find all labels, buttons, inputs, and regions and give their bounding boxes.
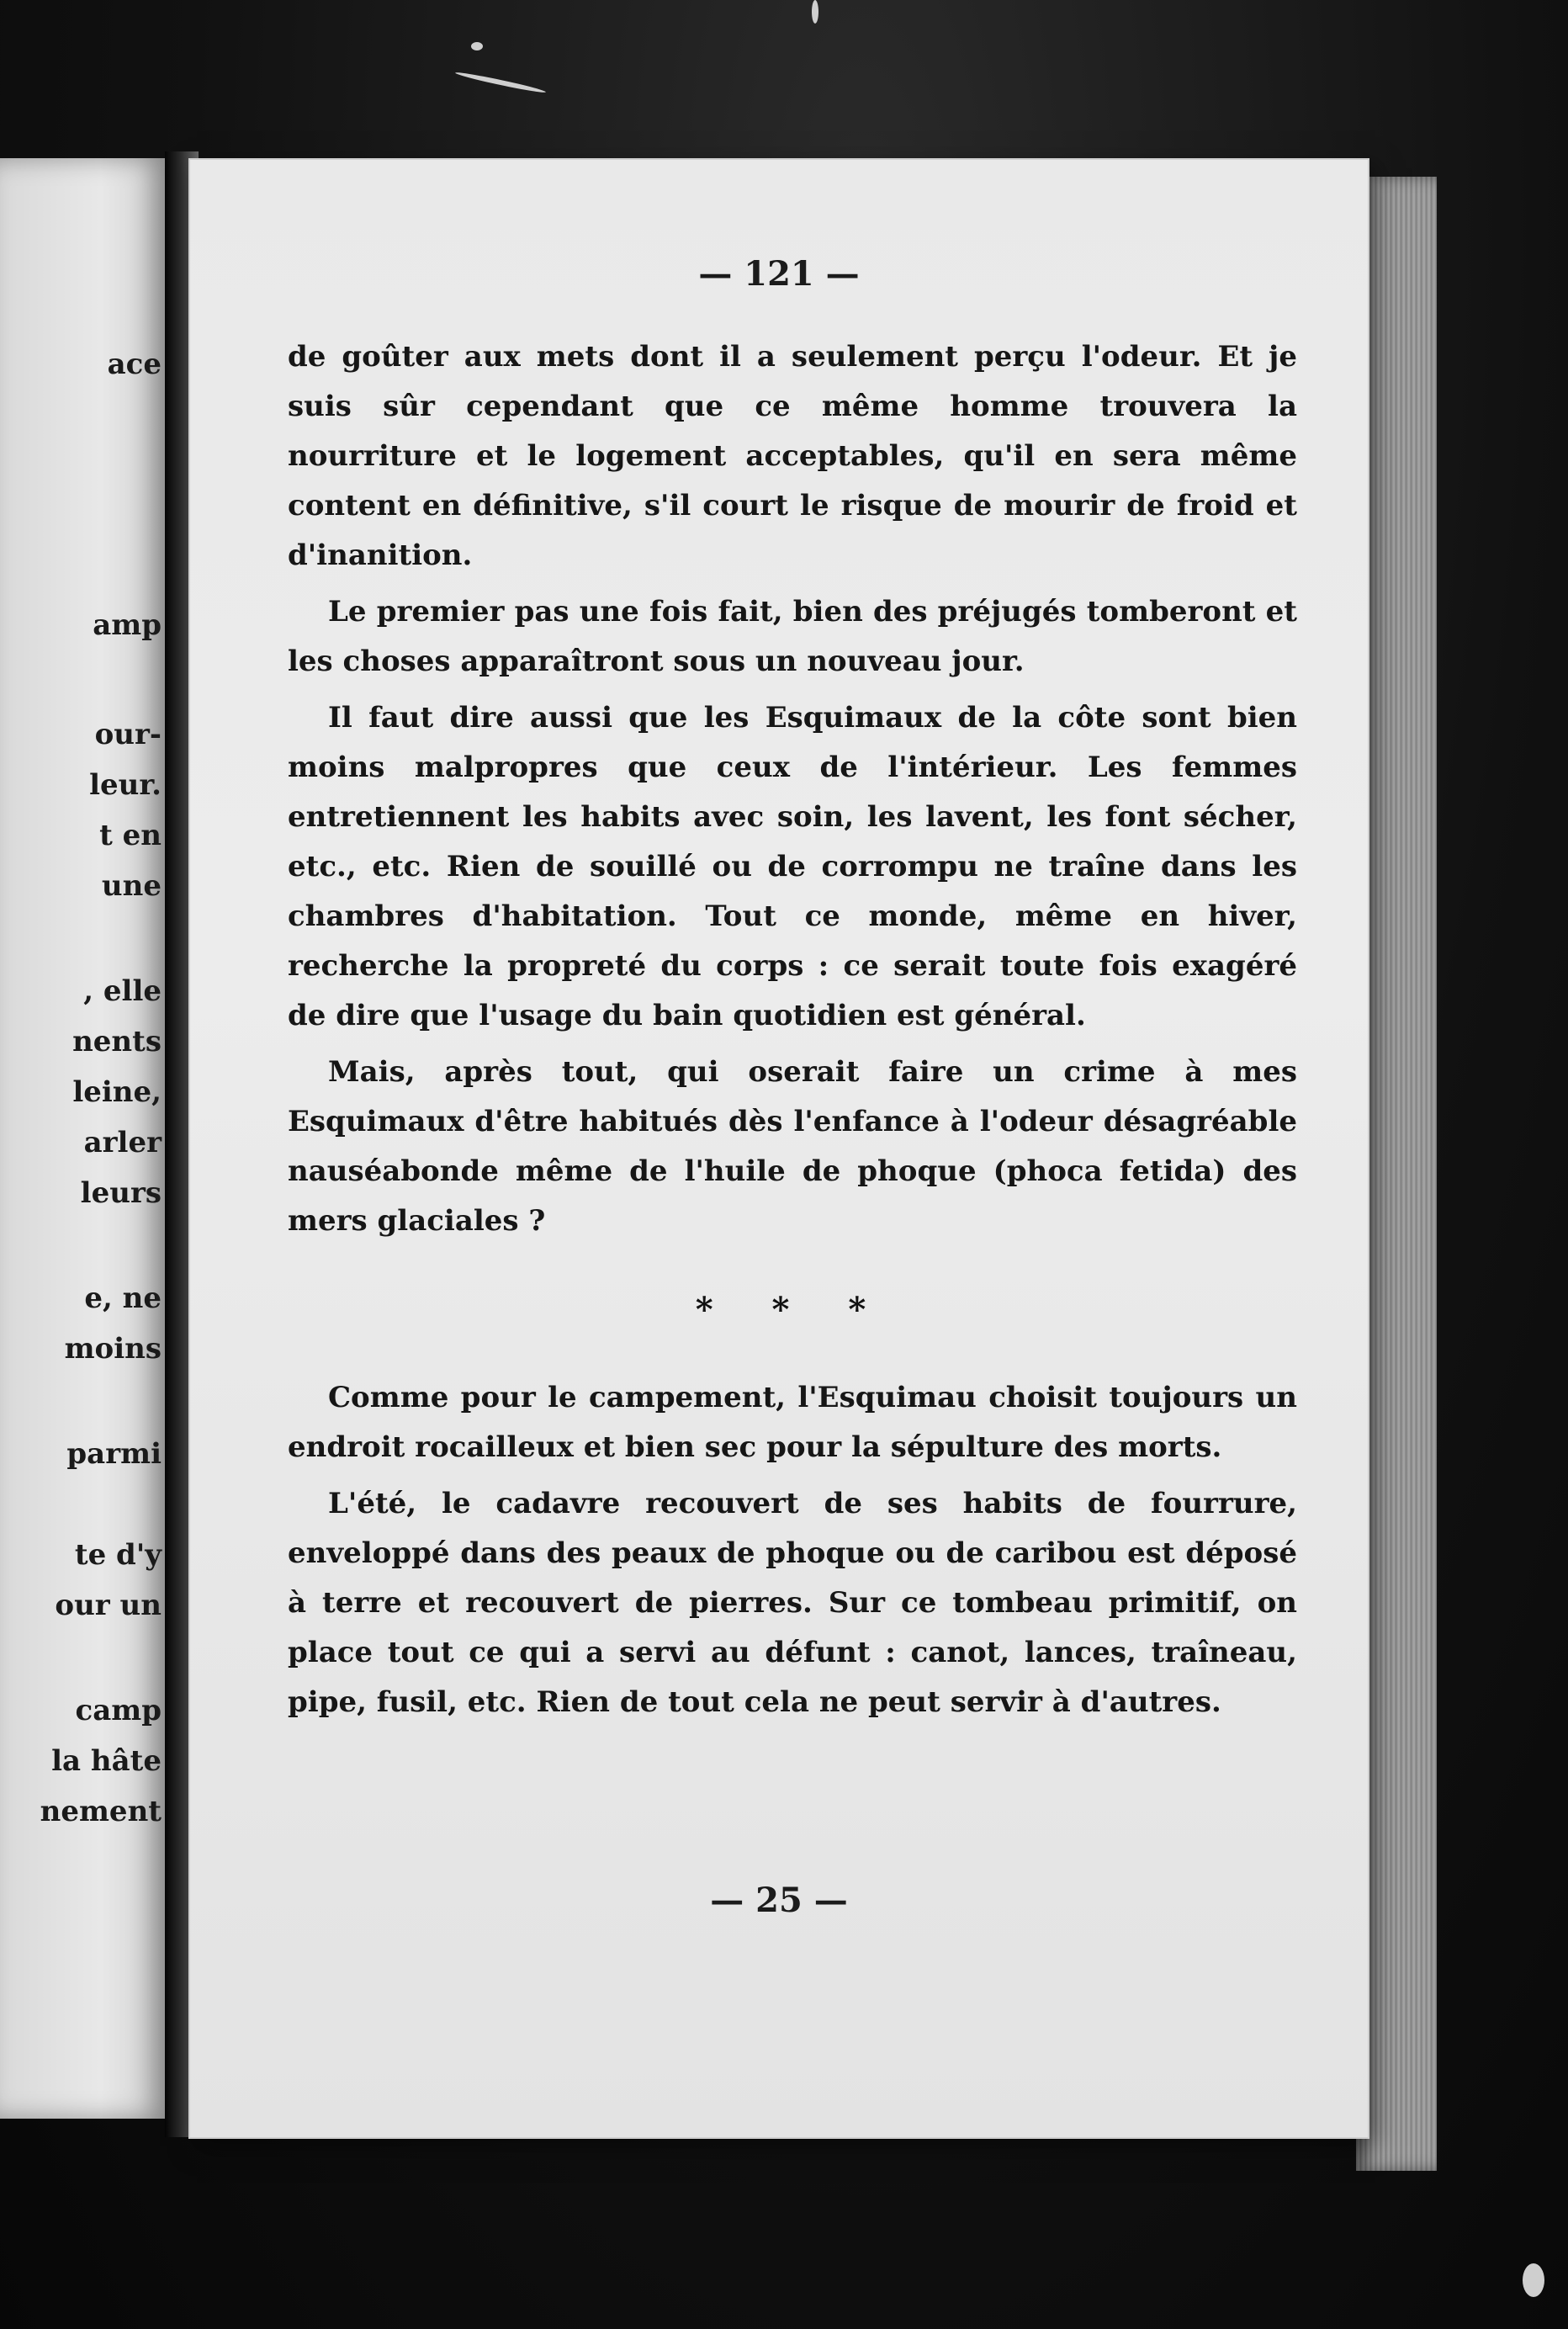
left-page-fragment-line: our un xyxy=(55,1589,162,1622)
left-page-fragment-line: une xyxy=(101,869,162,903)
left-page-fragment-line: te d'y xyxy=(74,1538,162,1572)
body-text xyxy=(288,332,1297,1734)
main-page xyxy=(190,160,1368,2137)
left-page-fragment-line: , elle xyxy=(83,974,162,1008)
dust-speck xyxy=(471,42,483,50)
left-page-fragment-line: parmi xyxy=(66,1437,162,1471)
left-page-fragment-line: arler xyxy=(83,1126,162,1159)
page-block-edges xyxy=(1356,177,1437,2171)
dust-speck xyxy=(1523,2263,1544,2297)
left-page-fragment xyxy=(0,158,168,2119)
left-page-fragment-line: nement xyxy=(40,1795,162,1828)
left-page-fragment-line: leur. xyxy=(89,768,162,802)
paragraph: Mais, après tout, qui oserait faire un crime à mes Esquimaux d'être habitués dès l'enfance à l'odeur désagréable nauséabonde même de l'huile de phoque (phoca fetida) des mers glaciales ? xyxy=(288,1055,1297,1238)
left-page-fragment-line: leurs xyxy=(80,1176,162,1210)
paragraph: de goûter aux mets dont il a seulement perçu l'odeur. Et je suis sûr cependant que ce même homme trouvera la nourriture et le logement acceptables, qu'il en sera même content en définitive, s'il court le risque de mourir de froid et d'inanition. xyxy=(288,340,1297,572)
left-page-fragment-line: nents xyxy=(72,1025,162,1058)
running-head: — 121 — xyxy=(698,254,860,294)
left-page-fragment-line: our- xyxy=(94,718,162,751)
left-page-fragment-line: amp xyxy=(93,608,162,642)
left-page-fragment-line: ace xyxy=(107,347,162,381)
left-page-fragment-line: t en xyxy=(99,819,162,852)
dust-speck xyxy=(455,71,547,95)
left-page-fragment-line: moins xyxy=(64,1332,162,1366)
left-page-fragment-line: la hâte xyxy=(51,1744,162,1778)
section-separator: * * * xyxy=(695,1290,890,1329)
paragraph: Comme pour le campement, l'Esquimau choisit toujours un endroit rocailleux et bien sec pour la sépulture des morts. xyxy=(288,1381,1297,1464)
left-page-fragment-line: leine, xyxy=(72,1075,162,1109)
paragraph: Il faut dire aussi que les Esquimaux de la côte sont bien moins malpropres que ceux de l'intérieur. Les femmes entretiennent les habits avec soin, les lavent, les font sécher, etc., etc. Rien de souillé ou de corrompu ne traîne dans les chambres d'habitation. Tout ce monde, même en hiver, recherche la propreté du corps : ce serait toute fois exagéré de dire que l'usage du bain quotidien est général. xyxy=(288,701,1297,1032)
dust-speck xyxy=(812,0,818,24)
left-page-fragment-line: e, ne xyxy=(84,1281,162,1315)
folio-number: — 25 — xyxy=(710,1881,848,1920)
paragraph: Le premier pas une fois fait, bien des préjugés tomberont et les choses apparaîtront sous un nouveau jour. xyxy=(288,595,1297,678)
left-page-fragment-line: camp xyxy=(75,1694,162,1727)
paragraph: L'été, le cadavre recouvert de ses habits de fourrure, enveloppé dans des peaux de phoque ou de caribou est déposé à terre et recouvert de pierres. Sur ce tombeau primitif, on place tout ce qui a servi au défunt : canot, lances, traîneau, pipe, fusil, etc. Rien de tout cela ne peut servir à d'autres. xyxy=(288,1487,1297,1719)
